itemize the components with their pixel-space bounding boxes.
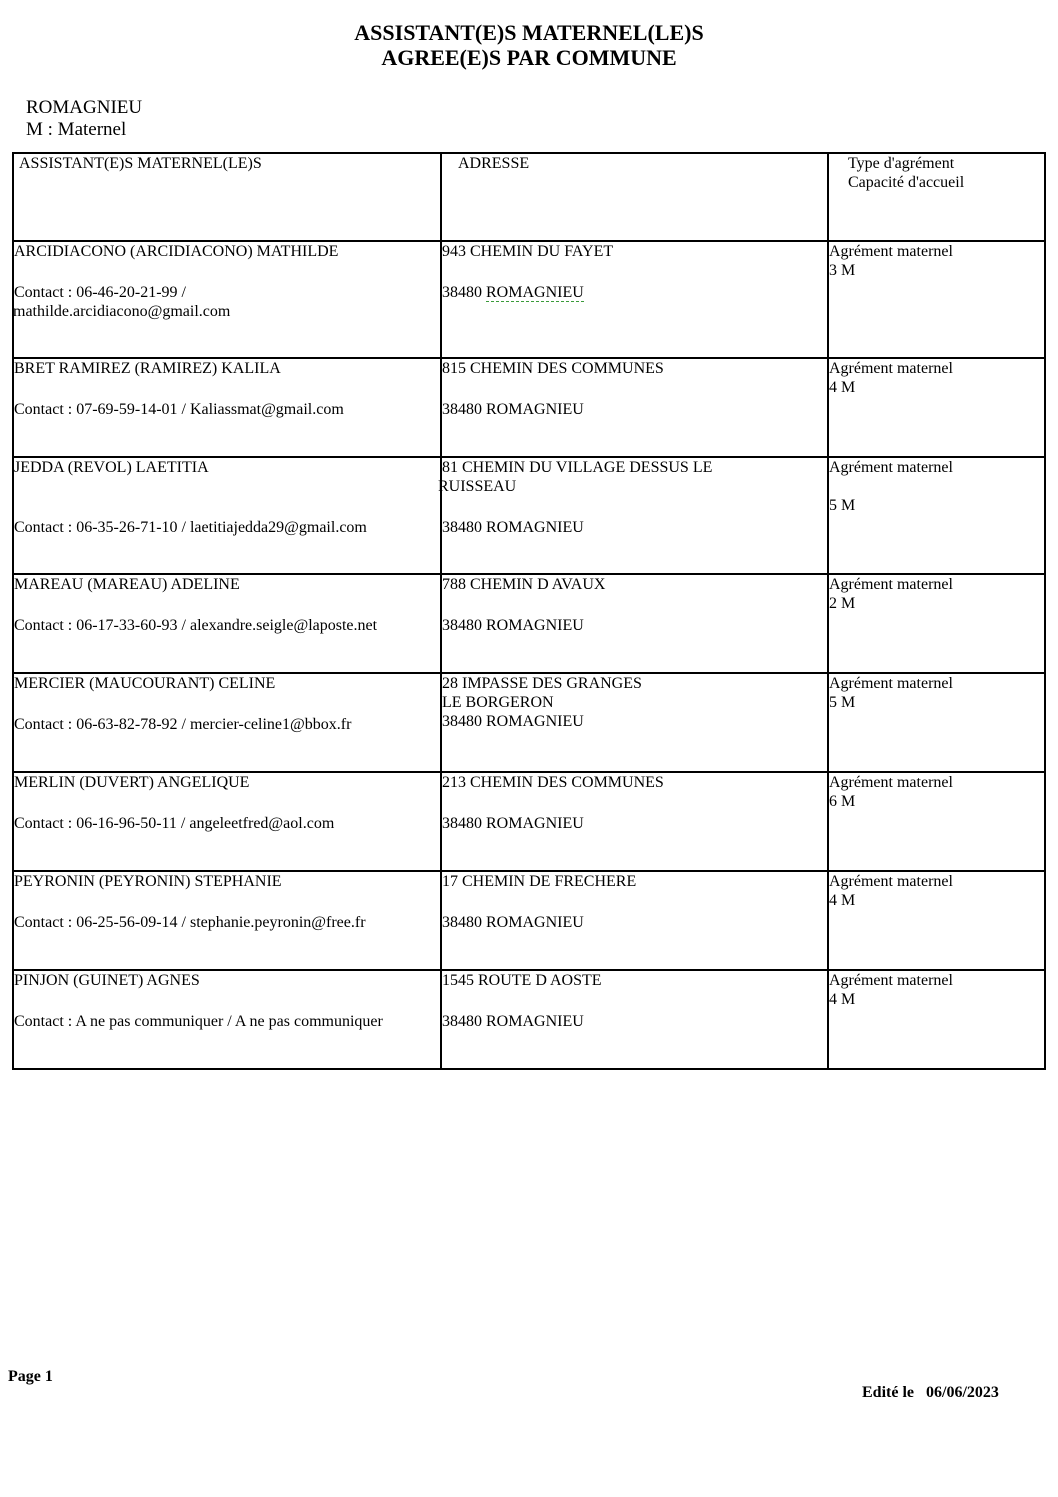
assistant-contact: Contact : 06-46-20-21-99 / [14, 284, 186, 301]
address-street: 213 CHEMIN DES COMMUNES [442, 774, 664, 791]
edited-date [862, 1384, 999, 1402]
address-cell [441, 241, 828, 358]
assistant-cell [13, 574, 441, 673]
approval-cell [828, 457, 1045, 574]
address-city: ROMAGNIEU [486, 713, 584, 730]
approval-cell [828, 358, 1045, 457]
table-row [13, 871, 1045, 970]
approval-capacity: 5 M [829, 694, 856, 711]
legend-text: M : Maternel [26, 119, 127, 140]
table-row [13, 673, 1045, 772]
approval-cell [828, 241, 1045, 358]
column-header-type-label: Type d'agrément [848, 155, 955, 172]
table-row [13, 241, 1045, 358]
approval-type: Agrément maternel [829, 873, 953, 890]
table-row [13, 358, 1045, 457]
assistant-name: PEYRONIN (PEYRONIN) STEPHANIE [14, 873, 282, 890]
approval-capacity: 3 M [829, 262, 856, 279]
address-city-line [442, 913, 827, 932]
address-city-line [442, 1012, 827, 1031]
address-city: ROMAGNIEU [486, 284, 584, 301]
address-postal: 38480 [442, 284, 482, 301]
address-city-line [442, 616, 827, 635]
table-row [13, 574, 1045, 673]
edited-label: Edité le [862, 1384, 914, 1401]
assistant-name: PINJON (GUINET) AGNES [14, 972, 200, 989]
address-cell [438, 457, 828, 574]
approval-capacity: 4 M [829, 991, 856, 1008]
address-city: ROMAGNIEU [486, 815, 584, 832]
address-city: ROMAGNIEU [486, 1013, 584, 1030]
assistant-cell [13, 772, 441, 871]
assistant-name: JEDDA (REVOL) LAETITIA [14, 459, 209, 476]
address-street: 28 IMPASSE DES GRANGES [442, 675, 642, 692]
assistant-name: MERLIN (DUVERT) ANGELIQUE [14, 774, 250, 791]
assistant-contact: Contact : 06-63-82-78-92 / mercier-celine1@bbox.fr [14, 716, 352, 733]
approval-cell [828, 772, 1045, 871]
title-line-2: AGREE(E)S PAR COMMUNE [381, 45, 677, 70]
address-cell [441, 871, 828, 970]
assistant-cell [13, 970, 441, 1069]
approval-cell [828, 574, 1045, 673]
assistant-contact: Contact : 06-25-56-09-14 / stephanie.peyronin@free.fr [14, 914, 366, 931]
approval-type: Agrément maternel [829, 576, 953, 593]
address-cell [441, 970, 828, 1069]
address-city-line [442, 814, 827, 833]
address-street: 1545 ROUTE D AOSTE [442, 972, 602, 989]
address-cell [441, 574, 828, 673]
page-number: Page 1 [8, 1368, 53, 1385]
assistant-name: BRET RAMIREZ (RAMIREZ) KALILA [14, 360, 281, 377]
address-postal: 38480 [442, 713, 482, 730]
address-postal: 38480 [442, 519, 482, 536]
approval-cell [828, 871, 1045, 970]
document-title [0, 20, 1058, 70]
address-city: ROMAGNIEU [486, 914, 584, 931]
address-cell [441, 772, 828, 871]
address-city: ROMAGNIEU [486, 401, 584, 418]
address-postal: 38480 [442, 815, 482, 832]
address-city-line [442, 518, 827, 537]
table-row [13, 772, 1045, 871]
address-postal: 38480 [442, 617, 482, 634]
approval-type: Agrément maternel [829, 360, 953, 377]
address-street-2: LE BORGERON [442, 694, 554, 711]
address-street: 17 CHEMIN DE FRECHERE [442, 873, 637, 890]
assistant-name: MAREAU (MAREAU) ADELINE [14, 576, 240, 593]
assistants-table [12, 152, 1046, 1070]
table-row [13, 970, 1045, 1069]
column-header-assistants: ASSISTANT(E)S MATERNEL(LE)S [13, 153, 441, 241]
approval-cell [828, 970, 1045, 1069]
edited-date-value: 06/06/2023 [926, 1384, 999, 1401]
assistant-contact: Contact : 07-69-59-14-01 / Kaliassmat@gmail.com [14, 401, 344, 418]
address-postal: 38480 [442, 914, 482, 931]
assistant-cell [13, 673, 441, 772]
address-street: 81 CHEMIN DU VILLAGE DESSUS LE [442, 459, 713, 476]
address-city-line [442, 400, 827, 419]
assistant-contact: Contact : A ne pas communiquer / A ne pas communiquer [14, 1013, 383, 1030]
assistant-cell [13, 871, 441, 970]
table-header-row [13, 153, 1045, 241]
address-city: ROMAGNIEU [486, 519, 584, 536]
address-cell [441, 673, 828, 772]
column-header-address: ADRESSE [441, 153, 828, 241]
approval-capacity: 4 M [829, 892, 856, 909]
approval-cell [828, 673, 1045, 772]
address-city-line [442, 712, 827, 731]
address-street-2: RUISSEAU [438, 478, 517, 495]
approval-capacity: 6 M [829, 793, 856, 810]
assistant-name: ARCIDIACONO (ARCIDIACONO) MATHILDE [14, 243, 339, 260]
approval-type: Agrément maternel [829, 972, 953, 989]
address-city: ROMAGNIEU [486, 617, 584, 634]
address-street: 943 CHEMIN DU FAYET [442, 243, 614, 260]
assistant-cell [13, 241, 441, 358]
assistant-contact: Contact : 06-17-33-60-93 / alexandre.seigle@laposte.net [14, 617, 378, 634]
commune-name: ROMAGNIEU [26, 97, 143, 118]
column-header-type [828, 153, 1045, 241]
assistant-contact-email: mathilde.arcidiacono@gmail.com [13, 303, 231, 320]
column-header-capacity-label: Capacité d'accueil [848, 174, 965, 191]
approval-capacity: 4 M [829, 379, 856, 396]
address-postal: 38480 [442, 401, 482, 418]
address-street: 788 CHEMIN D AVAUX [442, 576, 606, 593]
assistant-name: MERCIER (MAUCOURANT) CELINE [14, 675, 276, 692]
approval-type: Agrément maternel [829, 459, 953, 476]
address-street: 815 CHEMIN DES COMMUNES [442, 360, 664, 377]
title-line-1: ASSISTANT(E)S MATERNEL(LE)S [354, 20, 704, 45]
assistant-cell [13, 358, 441, 457]
assistant-cell [13, 457, 441, 574]
assistant-contact: Contact : 06-35-26-71-10 / laetitiajedda29@gmail.com [14, 519, 367, 536]
approval-capacity: 2 M [829, 595, 856, 612]
table-row [13, 457, 1045, 574]
approval-capacity: 5 M [829, 497, 856, 514]
assistant-contact: Contact : 06-16-96-50-11 / angeleetfred@aol.com [14, 815, 335, 832]
address-city-line [442, 283, 827, 302]
approval-type: Agrément maternel [829, 774, 953, 791]
address-postal: 38480 [442, 1013, 482, 1030]
address-cell [441, 358, 828, 457]
approval-type: Agrément maternel [829, 243, 953, 260]
approval-type: Agrément maternel [829, 675, 953, 692]
